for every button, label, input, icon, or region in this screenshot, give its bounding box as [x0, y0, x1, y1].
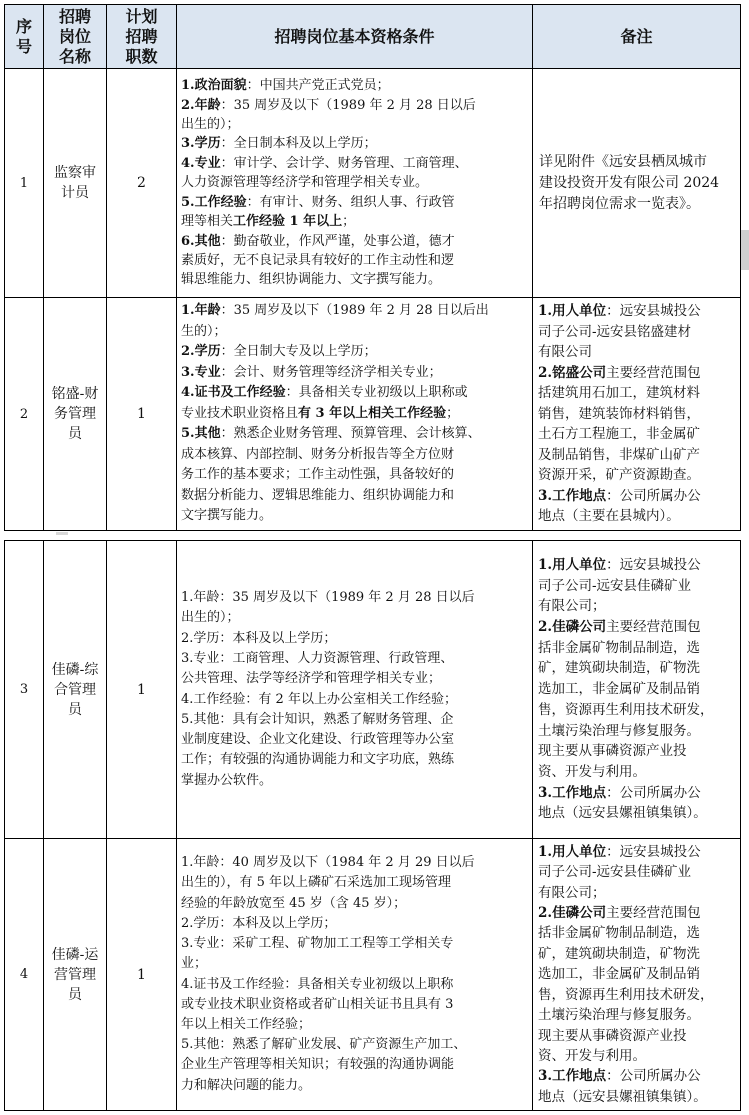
table-row	[5, 69, 741, 298]
row-count: 2	[107, 69, 177, 298]
row-count: 1	[107, 839, 177, 1111]
header-remarks: 备注	[533, 5, 741, 69]
requirement-item: 6.其他：勤奋敬业，作风严谨，处事公道，德才	[181, 233, 455, 249]
row-no: 1	[5, 69, 44, 298]
requirement-item: 2.年龄：35 周岁及以下（1989 年 2 月 28 日以后	[181, 97, 476, 113]
requirement-item: 1.政治面貌：中国共产党正式党员；	[181, 78, 390, 94]
requirement-item: 5.工作经验：有审计、财务、组织人事、行政管	[181, 194, 455, 210]
table-row	[5, 839, 741, 1111]
row-position: 佳磷-运营管理员	[44, 839, 107, 1111]
row-no: 2	[5, 298, 44, 531]
row-no: 3	[5, 541, 44, 839]
row-count: 1	[107, 541, 177, 839]
row-position: 佳磷-综合管理员	[44, 541, 107, 839]
table-row	[5, 298, 741, 531]
row-no: 4	[5, 839, 44, 1111]
row-count: 1	[107, 298, 177, 531]
recruitment-table-part-1	[4, 4, 741, 531]
header-requirements: 招聘岗位基本资格条件	[177, 5, 533, 69]
requirement-item: 3.学历：全日制本科及以上学历；	[181, 136, 377, 152]
table-row	[5, 541, 741, 839]
row-requirements: 1.年龄：35 周岁及以下（1989 年 2 月 28 日以后 出生的）； 2.学历：本科及以上学历； 3.专业：工商管理、人力资源管理、行政管理、 公共管理、法学等经济学和管理学相关专业； 4.工作经验：有 2 年以上办公室相关工作经验； 5.其他：具有会计知识，熟悉了解财务管理、企 业制度建设、企业文化建设、行政管理等办公室 工作；有较强的沟通协调能力和文字功底，熟练 掌握办公软件。	[177, 541, 533, 839]
header-row	[5, 5, 741, 69]
header-count: 计划招聘职数	[107, 5, 177, 69]
page-break-marker	[56, 532, 68, 535]
header-no: 序号	[5, 5, 44, 69]
row-remarks: 详见附件《远安县栖凤城市 建设投资开发有限公司 2024 年招聘岗位需求一览表》。	[533, 69, 741, 298]
row-remarks: 1.用人单位：远安县城投公 司子公司-远安县铭盛建材 有限公司 2.铭盛公司主要经营范围包 括建筑用石加工，建筑材料 销售，建筑装饰材料销售， 土石方工程施工，非金属矿 及制品销售，非煤矿山矿产 资源开采，矿产资源勘查。 3.工作地点：公司所属办公 地点（主要在县城内）。	[533, 298, 741, 531]
requirement-item: 4.专业：审计学、会计学、财务管理、工商管理、	[181, 155, 468, 171]
recruitment-table-part-2	[4, 540, 741, 1111]
row-requirements: 1.年龄：40 周岁及以下（1984 年 2 月 29 日以后 出生的），有 5 年以上磷矿石采选加工现场管理 经验的年龄放宽至 45 岁（含 45 岁）； 2.学历：本科及以上学历； 3.专业：采矿工程、矿物加工工程等工学相关专 业； 4.证书及工作经验：具备相关专业初级以上职称 或专业技术职业资格或者矿山相关证书且具有 3 年以上相关工作经验； 5.其他：熟悉了解矿业发展、矿产资源生产加工、 企业生产管理等相关知识；有较强的沟通协调能 力和解决问题的能力。	[177, 839, 533, 1111]
header-position: 招聘岗位名称	[44, 5, 107, 69]
row-position: 铭盛-财务管理员	[44, 298, 107, 531]
row-position: 监察审计员	[44, 69, 107, 298]
row-requirements: 1.年龄：35 周岁及以下（1989 年 2 月 28 日以后出 生的）； 2.学历：全日制大专及以上学历； 3.专业：会计、财务管理等经济学相关专业； 4.证书及工作经验：具备相关专业初级以上职称或 专业技术职业资格且有 3 年以上相关工作经验； 5.其他：熟悉企业财务管理、预算管理、会计核算、 成本核算、内部控制、财务分析报告等全方位财 务工作的基本要求；工作主动性强，具备较好的 数据分析能力、逻辑思维能力、组织协调能力和 文字撰写能力。	[177, 298, 533, 531]
scrollbar-marker	[741, 230, 749, 270]
row-remarks: 1.用人单位：远安县城投公 司子公司-远安县佳磷矿业 有限公司； 2.佳磷公司主要经营范围包 括非金属矿物制品制造，选 矿，建筑砌块制造，矿物洗 选加工，非金属矿及制品销 售，资源再生利用技术研发， 土壤污染治理与修复服务。 现主要从事磷资源产业投 资、开发与利用。 3.工作地点：公司所属办公 地点（远安县嫘祖镇集镇）。	[533, 839, 741, 1111]
row-requirements: 1.政治面貌：中国共产党正式党员； 2.年龄：35 周岁及以下（1989 年 2 月 28 日以后 出生的）； 3.学历：全日制本科及以上学历； 4.专业：审计学、会计学、财务管理、工商管理、 人力资源管理等经济学和管理学相关专业。 5.工作经验：有审计、财务、组织人事、行政管 理等相关工作经验 1 年以上； 6.其他：勤奋敬业，作风严谨，处事公道，德才 素质好，无不良记录具有较好的工作主动性和逻 辑思维能力、组织协调能力、文字撰写能力。	[177, 69, 533, 298]
row-remarks: 1.用人单位：远安县城投公 司子公司-远安县佳磷矿业 有限公司； 2.佳磷公司主要经营范围包 括非金属矿物制品制造，选 矿，建筑砌块制造，矿物洗 选加工，非金属矿及制品销 售，资源再生利用技术研发， 土壤污染治理与修复服务。 现主要从事磷资源产业投 资、开发与利用。 3.工作地点：公司所属办公 地点（远安县嫘祖镇集镇）。	[533, 541, 741, 839]
